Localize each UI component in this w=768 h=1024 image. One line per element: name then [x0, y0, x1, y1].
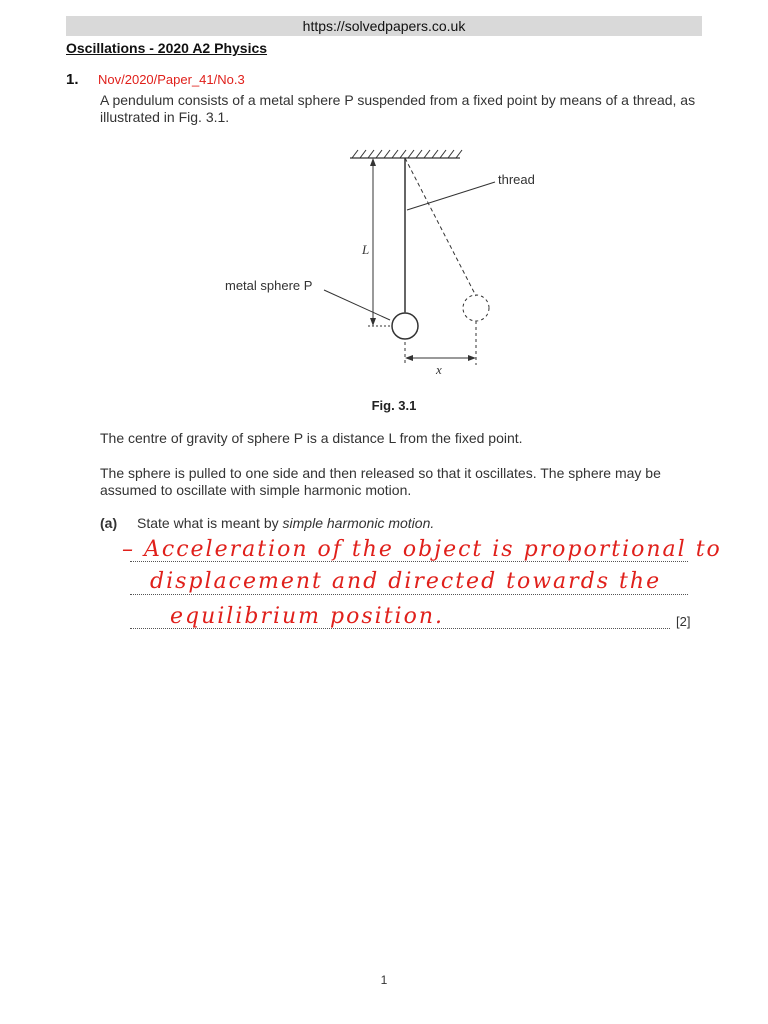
answer-line-1: [130, 561, 688, 562]
question-number: 1.: [66, 71, 79, 88]
thread-label-leader: [407, 182, 495, 210]
page-title: Oscillations - 2020 A2 Physics: [66, 40, 268, 56]
displacement-label: x: [436, 362, 442, 377]
marks-indicator: [2]: [676, 614, 691, 629]
figure-caption: Fig. 3.1: [371, 398, 417, 413]
page-number: 1: [380, 973, 388, 987]
paragraph-centre-of-gravity: The centre of gravity of sphere P is a distance L from the fixed point.: [100, 430, 523, 446]
displaced-thread-dashed: [405, 158, 476, 296]
pendulum-figure: [210, 140, 570, 380]
part-a-emphasis: simple harmonic motion.: [282, 515, 435, 531]
answer-line-3: [130, 628, 670, 629]
part-a-prefix: State what is meant by: [137, 515, 283, 531]
part-a-label: (a): [100, 515, 118, 531]
part-a-question: [137, 515, 434, 531]
answer-handwriting-line-1: – Acceleration of the object is proportional to: [122, 537, 722, 562]
answer-handwriting-line-3: equilibrium position.: [170, 604, 444, 629]
source-url-banner: https://solvedpapers.co.uk: [66, 16, 702, 36]
displaced-sphere-dashed: [463, 295, 489, 321]
metal-sphere: [392, 313, 418, 339]
paragraph-oscillation: The sphere is pulled to one side and then released so that it oscillates. The sphere may be assumed to oscillate with simple harmonic motion.: [100, 465, 661, 498]
length-label: L: [362, 242, 370, 257]
fixed-support: [350, 150, 462, 158]
sphere-label-leader: [324, 290, 390, 320]
answer-handwriting-line-2: displacement and directed towards the: [150, 569, 662, 594]
question-intro: A pendulum consists of a metal sphere P suspended from a fixed point by means of a thread, as illustrated in Fig. 3.1.: [100, 92, 696, 125]
sphere-label: metal sphere P: [225, 278, 313, 293]
thread-label: thread: [498, 172, 535, 187]
answer-line-2: [130, 594, 688, 595]
question-reference: Nov/2020/Paper_41/No.3: [98, 72, 245, 87]
